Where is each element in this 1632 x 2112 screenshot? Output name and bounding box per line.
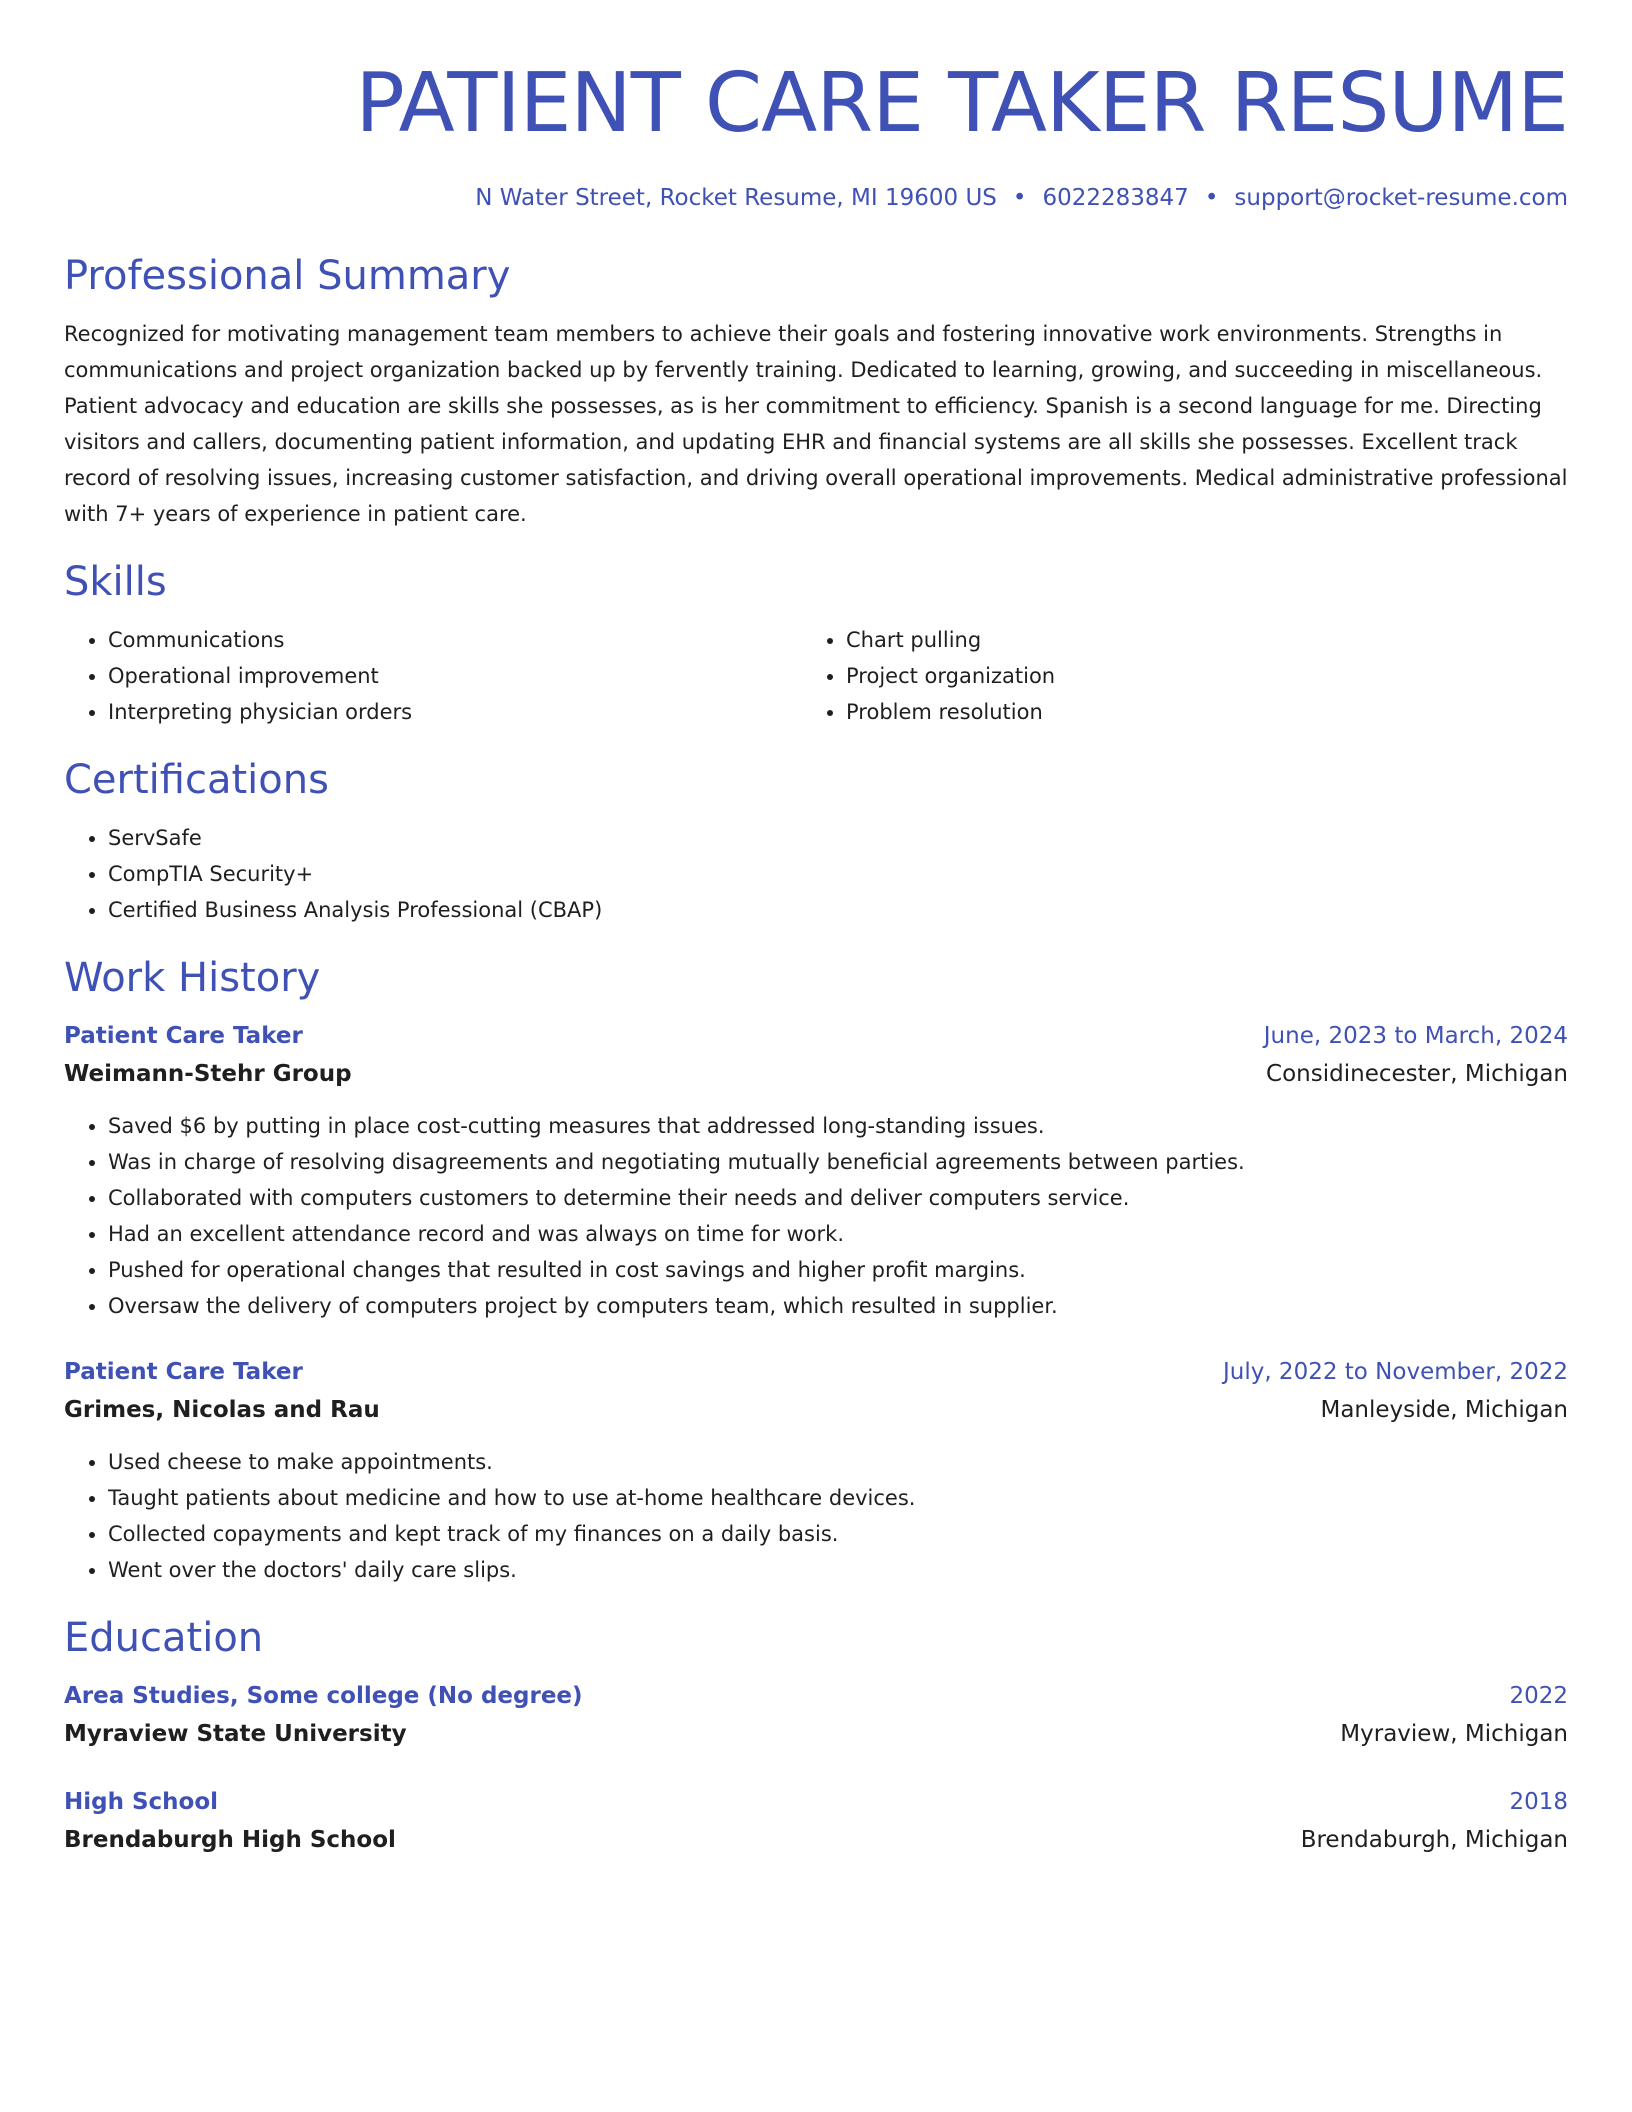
certifications-heading: Certifications	[64, 757, 329, 803]
education-year: 2022	[1509, 1683, 1568, 1709]
education-location: Myraview, Michigan	[1340, 1721, 1568, 1747]
job-location: Considinecester, Michigan	[1266, 1061, 1568, 1087]
education-degree: Area Studies, Some college (No degree)	[64, 1683, 583, 1709]
job-bullet: • Had an excellent attendance record and was always on time for work.	[108, 1216, 1568, 1252]
contact-address: N Water Street, Rocket Resume, MI 19600 US	[475, 185, 997, 211]
certifications-list	[64, 820, 1568, 928]
education-entry	[64, 1784, 1568, 1860]
resume-title: PATIENT CARE TAKER RESUME	[355, 56, 1568, 151]
job-company: Grimes, Nicolas and Rau	[64, 1397, 380, 1423]
skill-item: • Project organization	[846, 658, 1568, 694]
certification-item: • Certified Business Analysis Professional (CBAP)	[108, 892, 1568, 928]
skill-item: • Interpreting physician orders	[108, 694, 802, 730]
job-bullet: • Pushed for operational changes that resulted in cost savings and higher profit margins.	[108, 1252, 1568, 1288]
job-bullet: • Went over the doctors' daily care slips.	[108, 1552, 1568, 1588]
education-school-row	[64, 1820, 1568, 1860]
job-entry	[64, 1018, 1568, 1324]
job-bullet: • Collaborated with computers customers to determine their needs and deliver computers service.	[108, 1180, 1568, 1216]
job-org-row	[64, 1054, 1568, 1094]
education-school-row	[64, 1714, 1568, 1754]
job-dates: June, 2023 to March, 2024	[1263, 1023, 1568, 1049]
job-entry	[64, 1354, 1568, 1588]
job-dates: July, 2022 to November, 2022	[1222, 1359, 1568, 1385]
certification-item: • CompTIA Security+	[108, 856, 1568, 892]
contact-separator: •	[1012, 185, 1027, 211]
education-heading: Education	[64, 1615, 264, 1661]
job-header-row	[64, 1018, 1568, 1054]
skills-list-left	[64, 622, 802, 730]
contact-phone: 6022283847	[1042, 185, 1189, 211]
skills-list-right	[802, 622, 1568, 730]
work-history-section	[64, 952, 1568, 1588]
education-header-row	[64, 1678, 1568, 1714]
job-title: Patient Care Taker	[64, 1023, 303, 1049]
education-entry	[64, 1678, 1568, 1754]
job-title: Patient Care Taker	[64, 1359, 303, 1385]
contact-separator: •	[1204, 185, 1219, 211]
job-bullet: • Used cheese to make appointments.	[108, 1444, 1568, 1480]
skill-item: • Chart pulling	[846, 622, 1568, 658]
education-degree: High School	[64, 1789, 219, 1815]
education-school: Brendaburgh High School	[64, 1827, 396, 1853]
job-company: Weimann-Stehr Group	[64, 1061, 352, 1087]
skill-item: • Operational improvement	[108, 658, 802, 694]
job-bullets	[64, 1444, 1568, 1588]
job-bullet: • Collected copayments and kept track of my finances on a daily basis.	[108, 1516, 1568, 1552]
skills-heading: Skills	[64, 559, 167, 605]
job-bullet: • Saved $6 by putting in place cost-cutting measures that addressed long-standing issues.	[108, 1108, 1568, 1144]
skill-item: • Communications	[108, 622, 802, 658]
skills-grid	[64, 608, 1568, 730]
job-org-row	[64, 1390, 1568, 1430]
education-section	[64, 1612, 1568, 1860]
education-header-row	[64, 1784, 1568, 1820]
certification-item: • ServSafe	[108, 820, 1568, 856]
contact-email: support@rocket-resume.com	[1234, 185, 1568, 211]
skills-section	[64, 556, 1568, 730]
job-bullets	[64, 1108, 1568, 1324]
job-bullet: • Oversaw the delivery of computers project by computers team, which resulted in supplier.	[108, 1288, 1568, 1324]
summary-heading: Professional Summary	[64, 253, 511, 299]
education-school: Myraview State University	[64, 1721, 407, 1747]
education-year: 2018	[1509, 1789, 1568, 1815]
job-header-row	[64, 1354, 1568, 1390]
contact-line	[64, 182, 1568, 214]
work-history-heading: Work History	[64, 955, 321, 1001]
summary-text: Recognized for motivating management team members to achieve their goals and fostering innovative work environments. Strengths in communications and project organization backed up by fervently training. Dedicated to learning, growing, and succeeding in miscellaneous. Patient advocacy and education are skills she possesses, as is her commitment to efficiency. Spanish is a second language for me. Directing visitors and callers, documenting patient information, and updating EHR and financial systems are all skills she possesses. Excellent track record of resolving issues, increasing customer satisfaction, and driving overall operational improvements. Medical administrative professional with 7+ years of experience in patient care.	[64, 322, 1568, 526]
summary-section	[64, 250, 1568, 532]
certifications-section	[64, 754, 1568, 928]
skill-item: • Problem resolution	[846, 694, 1568, 730]
job-bullet: • Taught patients about medicine and how to use at-home healthcare devices.	[108, 1480, 1568, 1516]
job-bullet: • Was in charge of resolving disagreements and negotiating mutually beneficial agreements between parties.	[108, 1144, 1568, 1180]
education-location: Brendaburgh, Michigan	[1300, 1827, 1568, 1853]
job-location: Manleyside, Michigan	[1320, 1397, 1568, 1423]
